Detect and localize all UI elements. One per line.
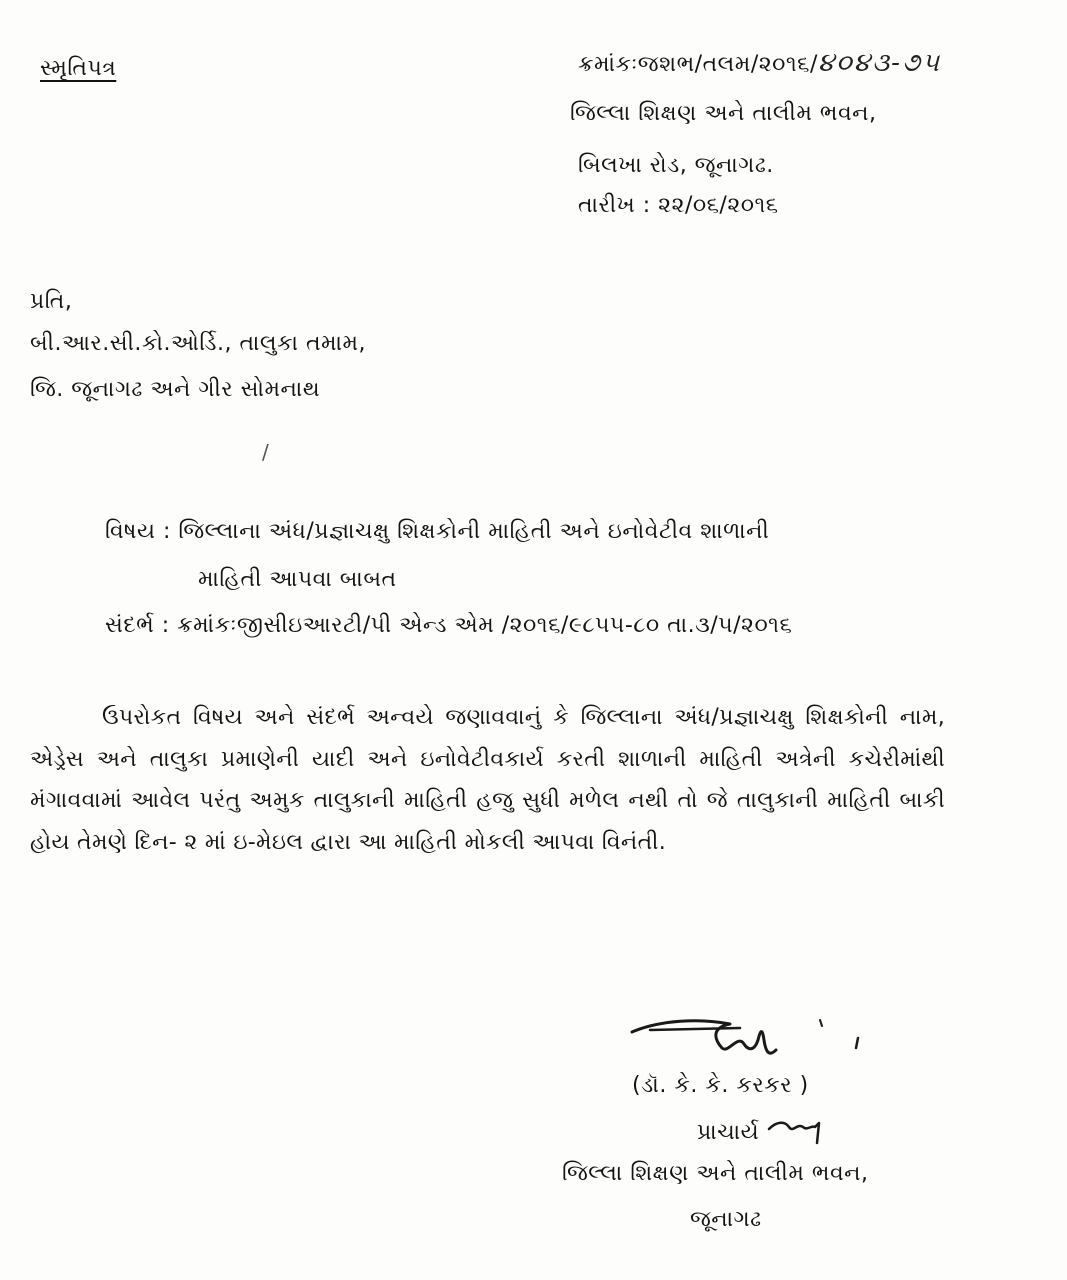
handwritten-signature (620, 1010, 870, 1080)
signatory-designation (697, 1117, 829, 1146)
memo-title: સ્મૃતિપત્ર (40, 56, 117, 81)
designation-text: પ્રાચાર્ય (697, 1120, 760, 1145)
signatory-name: (ડૉ. કે. કે. કરકર ) (632, 1073, 809, 1098)
reference-number (578, 50, 941, 78)
signatory-city: જૂનાગઢ (690, 1207, 762, 1232)
reference-line: સંદર્ભ : ક્રમાંકઃજીસીઇઆરટી/પી એન્ડ એમ /૨૦૧૬/૯૮૫૫-૮૦ તા.૩/૫/૨૦૧૬ (105, 613, 793, 638)
body-text: ઉપરોકત વિષય અને સંદર્ભ અન્વયે જણાવવાનું કે જિલ્લાના અંધ/પ્રજ્ઞાચક્ષુ શિક્ષકોની નામ, એડ્રેસ અને તાલુકા પ્રમાણેની યાદી અને ઇનોવેટીવકાર્ય કરતી શાળાની માહિતી અત્રેની કચેરીમાંથી મંગાવવામાં આવેલ પરંતુ અમુક તાલુકાની માહિતી હજુ સુધી મળેલ નથી તો જે તાલુકાની માહિતી બાકી હોય તેમણે દિન- ૨ માં ઇ-મેઇલ દ્વારા આ માહિતી મોકલી આપવા વિનંતી. (30, 705, 945, 855)
recipient-prati: પ્રતિ, (30, 289, 73, 314)
letter-date: તારીખ : ૨૨/૦૬/૨૦૧૬ (578, 193, 779, 218)
subject-line-1: વિષય : જિલ્લાના અંધ/પ્રજ્ઞાચક્ષુ શિક્ષકોની માહિતી અને ઇનોવેટીવ શાળાની (105, 519, 770, 544)
reference-handwritten: ૪૦૪૩-૭૫ (817, 48, 942, 78)
office-name: જિલ્લા શિક્ષણ અને તાલીમ ભવન, (570, 101, 877, 126)
recipient-line-1: બી.આર.સી.કો.ઓર્ડિ., તાલુકા તમામ, (30, 331, 367, 356)
designation-handwriting (767, 1117, 829, 1145)
signatory-office: જિલ્લા શિક્ષણ અને તાલીમ ભવન, (562, 1161, 869, 1186)
scan-mark: / (262, 440, 269, 464)
body-paragraph (30, 697, 945, 863)
recipient-line-2: જિ. જૂનાગઢ અને ગીર સોમનાથ (30, 377, 321, 402)
office-address: બિલખા રોડ, જૂનાગઢ. (578, 153, 774, 178)
subject-line-2: માહિતી આપવા બાબત (198, 567, 397, 592)
reference-printed: ક્રમાંકઃજશભ/તલમ/૨૦૧૬/ (578, 52, 818, 77)
